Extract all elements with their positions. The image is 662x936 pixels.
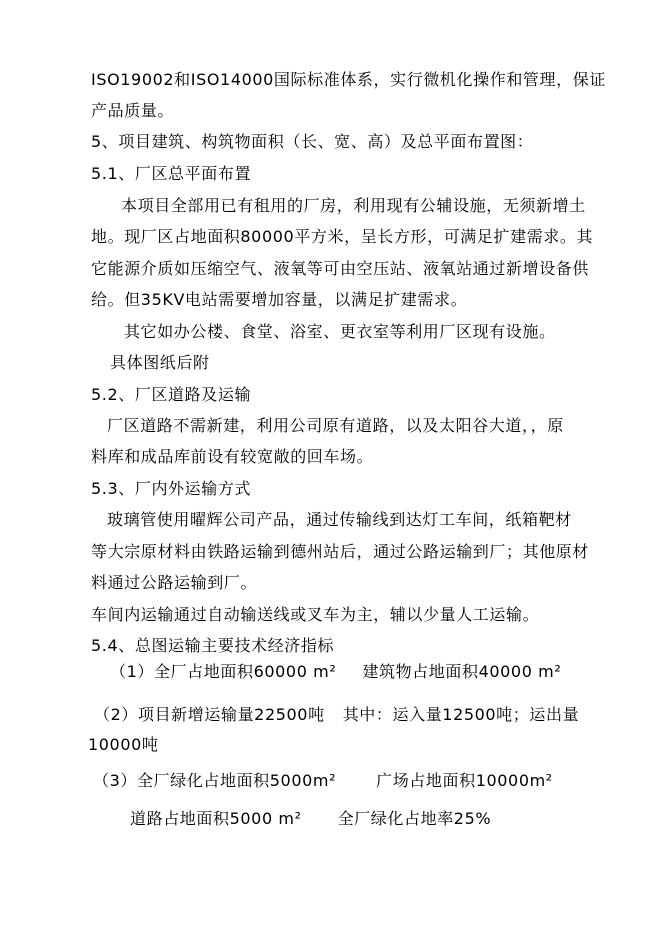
section-heading-5-1: 5.1、厂区总平面布置 (91, 164, 252, 183)
indicator-road-area: 道路占地面积5000 m² (130, 809, 302, 828)
section-heading-5: 5、项目建筑、构筑物面积（长、宽、高）及总平面布置图： (91, 132, 534, 151)
indicator-transport-detail: 其中：运入量12500吨；运出量 (342, 705, 580, 724)
paragraph-line: 车间内运输通过自动输送线或叉车为主，辅以少量人工运输。 (91, 605, 540, 624)
indicator-row-1 (110, 662, 561, 682)
indicator-building-area: 建筑物占地面积40000 m² (362, 662, 562, 681)
indicator-green-ratio: 全厂绿化占地率25% (337, 809, 492, 828)
paragraph-line: 它能源介质如压缩空气、液氧等可由空压站、液氧站通过新增设备供 (91, 259, 590, 278)
paragraph-line: 给。但35KV电站需要增加容量，以满足扩建需求。 (91, 290, 468, 309)
section-heading-5-2: 5.2、厂区道路及运输 (91, 385, 252, 404)
paragraph-line: 厂区道路不需新建，利用公司原有道路，以及太阳谷大道，，原 (107, 416, 564, 435)
paragraph-line: 料库和成品库前设有较宽敞的回车场。 (91, 447, 374, 466)
section-heading-5-4: 5.4、总图运输主要技术经济指标 (91, 636, 335, 655)
paragraph-line: 料通过公路运输到厂。 (91, 573, 258, 592)
paragraph-line: 其它如办公楼、食堂、浴室、更衣室等利用厂区现有设施。 (124, 322, 556, 341)
indicator-row-4 (130, 809, 491, 829)
paragraph-line: 地。现厂区占地面积80000平方米，呈长方形，可满足扩建需求。其 (91, 227, 594, 246)
paragraph-line: 玻璃管使用曜辉公司产品，通过传输线到达灯工车间，纸箱靶材 (107, 510, 572, 529)
text-line-2: 产品质量。 (91, 101, 175, 120)
section-heading-5-3: 5.3、厂内外运输方式 (91, 479, 252, 498)
indicator-new-transport: （2）项目新增运输量22500吨 (94, 705, 325, 724)
indicator-total-area: （1）全厂占地面积60000 m² (110, 662, 337, 681)
paragraph-line: 等大宗原材料由铁路运输到德州站后，通过公路运输到厂；其他原材 (91, 542, 590, 561)
indicator-square-area: 广场占地面积10000m² (376, 771, 553, 790)
indicator-row-3 (93, 771, 553, 791)
text-line-1: ISO19002和ISO14000国际标准体系，实行微机化操作和管理，保证 (91, 70, 606, 89)
indicator-green-area: （3）全厂绿化占地面积5000m² (93, 771, 337, 790)
indicator-transport-out: 10000吨 (88, 735, 159, 754)
paragraph-line: 具体图纸后附 (110, 353, 210, 372)
indicator-row-2 (94, 705, 579, 725)
paragraph-line: 本项目全部用已有租用的厂房，利用现有公辅设施，无须新增土 (121, 196, 586, 215)
